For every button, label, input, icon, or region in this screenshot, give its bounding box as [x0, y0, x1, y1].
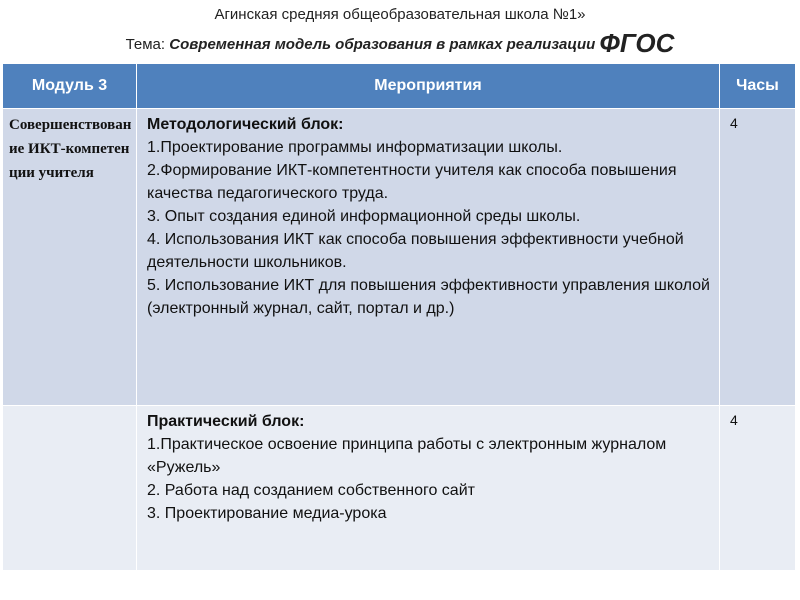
block-title: Методологический блок:: [147, 116, 344, 133]
block-title: Практический блок:: [147, 413, 305, 430]
table-row: [3, 406, 796, 571]
list-item: 2.Формирование ИКТ-компетентности учителя как способа повышения качества педагогического труда.: [147, 162, 677, 202]
topic-prefix: Тема:: [125, 36, 166, 53]
events-cell: [137, 406, 720, 571]
topic-emphasis: ФГОС: [599, 28, 675, 58]
module-name: [3, 406, 136, 410]
list-item: 3. Проектирование медиа-урока: [147, 505, 387, 522]
events-cell: [137, 109, 720, 406]
hours-cell: [720, 109, 796, 406]
school-name: Агинская средняя общеобразовательная школа №1»: [214, 6, 586, 23]
list-item: 1.Проектирование программы информатизации школы.: [147, 139, 563, 156]
topic-line: [0, 28, 800, 59]
hours-value: 4: [730, 412, 738, 428]
column-header-events: Мероприятия: [137, 64, 720, 109]
list-item: 4. Использования ИКТ как способа повышения эффективности учебной деятельности школьников.: [147, 231, 684, 271]
list-item: 5. Использование ИКТ для повышения эффективности управления школой (электронный журнал, сайт, портал и др.): [147, 277, 710, 317]
module-cell: [3, 406, 137, 571]
module-cell: [3, 109, 137, 406]
column-header-module: Модуль 3: [3, 64, 137, 109]
list-item: 3. Опыт создания единой информационной среды школы.: [147, 208, 581, 225]
program-table-wrapper: [2, 63, 795, 569]
list-item: 1.Практическое освоение принципа работы с электронным журналом «Ружель»: [147, 436, 667, 476]
hours-value: 4: [730, 115, 738, 131]
hours-cell: [720, 406, 796, 571]
list-item: 2. Работа над созданием собственного сайт: [147, 482, 475, 499]
column-header-hours: Часы: [720, 64, 796, 109]
events-list: [137, 406, 719, 525]
program-table: [2, 63, 796, 571]
module-name: Совершенствование ИКТ-компетенции учителя: [9, 117, 132, 181]
table-row: [3, 109, 796, 406]
events-list: [137, 109, 719, 320]
topic-text: Современная модель образования в рамках реализации: [169, 36, 596, 53]
table-header-row: [3, 64, 796, 109]
